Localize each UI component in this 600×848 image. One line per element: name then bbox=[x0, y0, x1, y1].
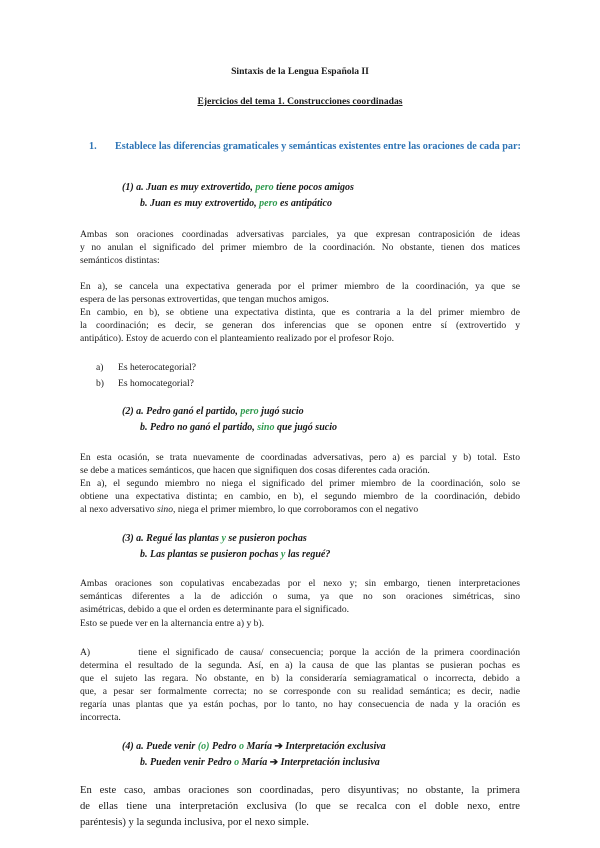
conjunction: o bbox=[238, 741, 244, 752]
paragraph-4-line: Ambas oraciones son copulativas encabezadas por el nexo y; sin embargo, tienen interpretaciones bbox=[80, 578, 520, 589]
document-title: Sintaxis de la Lengua Española II bbox=[231, 66, 369, 77]
conjunction: y bbox=[221, 533, 226, 544]
example-4b: b. Pueden venir Pedro o María ➔ Interpretación inclusiva bbox=[140, 757, 380, 768]
paragraph-4-line: asimétricas, debido a que el orden es determinante para el significado. bbox=[80, 604, 350, 615]
list-item: b) Es homocategorial? bbox=[96, 378, 194, 389]
question-number: 1. bbox=[89, 141, 97, 152]
paragraph-2-line: la coordinación; es decir, se generan dos inferencias que se oponen entre sí (extrovertido y bbox=[80, 320, 520, 331]
question-text: Establece las diferencias gramaticales y semánticas existentes entre las oraciones de cada par: bbox=[115, 141, 521, 152]
paragraph-5-line: que el sujeto las regara. No obstante, en b) la consideraría semiagramatical o incorrecta, debido a bbox=[80, 673, 520, 684]
conjunction: o bbox=[234, 757, 240, 768]
paragraph-3-line: En esta ocasión, se trata nuevamente de coordinadas adversativas, pero a) es parcial y b) total. Esto bbox=[80, 452, 520, 463]
conjunction: pero bbox=[259, 198, 278, 209]
conjunction: (o) bbox=[197, 741, 210, 752]
list-item: a) Es heterocategorial? bbox=[96, 362, 197, 373]
paragraph-2-line: En cambio, en b), se obtiene una expectativa distinta, que es contraria a la del primer miembro de bbox=[80, 307, 520, 318]
paragraph-5-line: regaría unas plantas que ya están pochas, por lo tanto, no hay consecuencia de nada y la oración es bbox=[80, 699, 520, 710]
paragraph-3-line: En a), el segundo miembro no niega el significado del primer miembro de la coordinación, solo se bbox=[80, 478, 520, 489]
arrow-right-icon: ➔ bbox=[269, 757, 279, 768]
paragraph-3-line: se debe a matices semánticos, que hacen que signifiquen dos cosas diferentes cada oración. bbox=[80, 465, 430, 476]
example-3a: (3) a. Regué las plantas y se pusieron pochas bbox=[122, 533, 307, 544]
arrow-right-icon: ➔ bbox=[274, 741, 283, 752]
example-4a: (4) a. Puede venir (o) Pedro o María ➔ Interpretación exclusiva bbox=[122, 741, 386, 752]
paragraph-3-line: obtiene una expectativa distinta; en cambio, en b), el segundo miembro de la coordinación, debido bbox=[80, 491, 520, 502]
paragraph-1-line: semánticos distintas: bbox=[80, 255, 160, 266]
example-1b: b. Juan es muy extrovertido, pero es antipático bbox=[140, 198, 332, 209]
example-3b: b. Las plantas se pusieron pochas y las regué? bbox=[140, 549, 331, 560]
paragraph-2-line: espera de las personas extrovertidas, que tengan muchos amigos. bbox=[80, 294, 329, 305]
paragraph-5-line: A) tiene el significado de causa/ consecuencia; porque la acción de la primera coordinación bbox=[80, 647, 520, 658]
paragraph-5-line: incorrecta. bbox=[80, 712, 121, 723]
conjunction: pero bbox=[255, 182, 274, 193]
paragraph-6-line: paréntesis) y la segunda inclusiva, por el nexo simple. bbox=[80, 817, 309, 828]
example-1a: (1) a. Juan es muy extrovertido, pero tiene pocos amigos bbox=[122, 182, 354, 193]
paragraph-6-line: de ellas tiene una interpretación exclusiva (lo que se recalca con el doble nexo, entre bbox=[80, 801, 520, 812]
paragraph-5-line: que, a pesar ser formalmente correcta; no se corresponde con su realidad semántica; es decir, nadie bbox=[80, 686, 520, 697]
conjunction: pero bbox=[240, 406, 259, 417]
paragraph-6-line: En este caso, ambas oraciones son coordinadas, pero disyuntivas; no obstante, la primera bbox=[80, 785, 520, 796]
example-2b: b. Pedro no ganó el partido, sino que jugó sucio bbox=[140, 422, 337, 433]
conjunction: y bbox=[280, 549, 286, 560]
paragraph-2-line: antipático). Estoy de acuerdo con el planteamiento realizado por el profesor Rojo. bbox=[80, 333, 395, 344]
paragraph-3-line: al nexo adversativo sino, niega el primer miembro, lo que corroboramos con el negativo bbox=[80, 504, 419, 515]
paragraph-1-line: y no anulan el significado del primer miembro de la coordinación. No obstante, tienen dos matices bbox=[80, 242, 520, 253]
conjunction: sino bbox=[257, 422, 275, 433]
paragraph-4-line: semánticas diferentes a la de adicción o suma, ya que no son oraciones simétricas, sino bbox=[80, 591, 520, 602]
paragraph-4-line: Esto se puede ver en la alternancia entre a) y b). bbox=[80, 618, 265, 629]
example-2a: (2) a. Pedro ganó el partido, pero jugó sucio bbox=[122, 406, 304, 417]
paragraph-5-line: determina el resultado de la segunda. Así, en a) la causa de que las plantas se pusieran pochas es bbox=[80, 660, 520, 671]
document-subtitle: Ejercicios del tema 1. Construcciones coordinadas bbox=[197, 96, 403, 107]
paragraph-1-line: Ambas son oraciones coordinadas adversativas parciales, ya que expresan contraposición de ideas bbox=[80, 229, 520, 240]
paragraph-2-line: En a), se cancela una expectativa generada por el primer miembro de la coordinación, ya que se bbox=[80, 281, 520, 292]
